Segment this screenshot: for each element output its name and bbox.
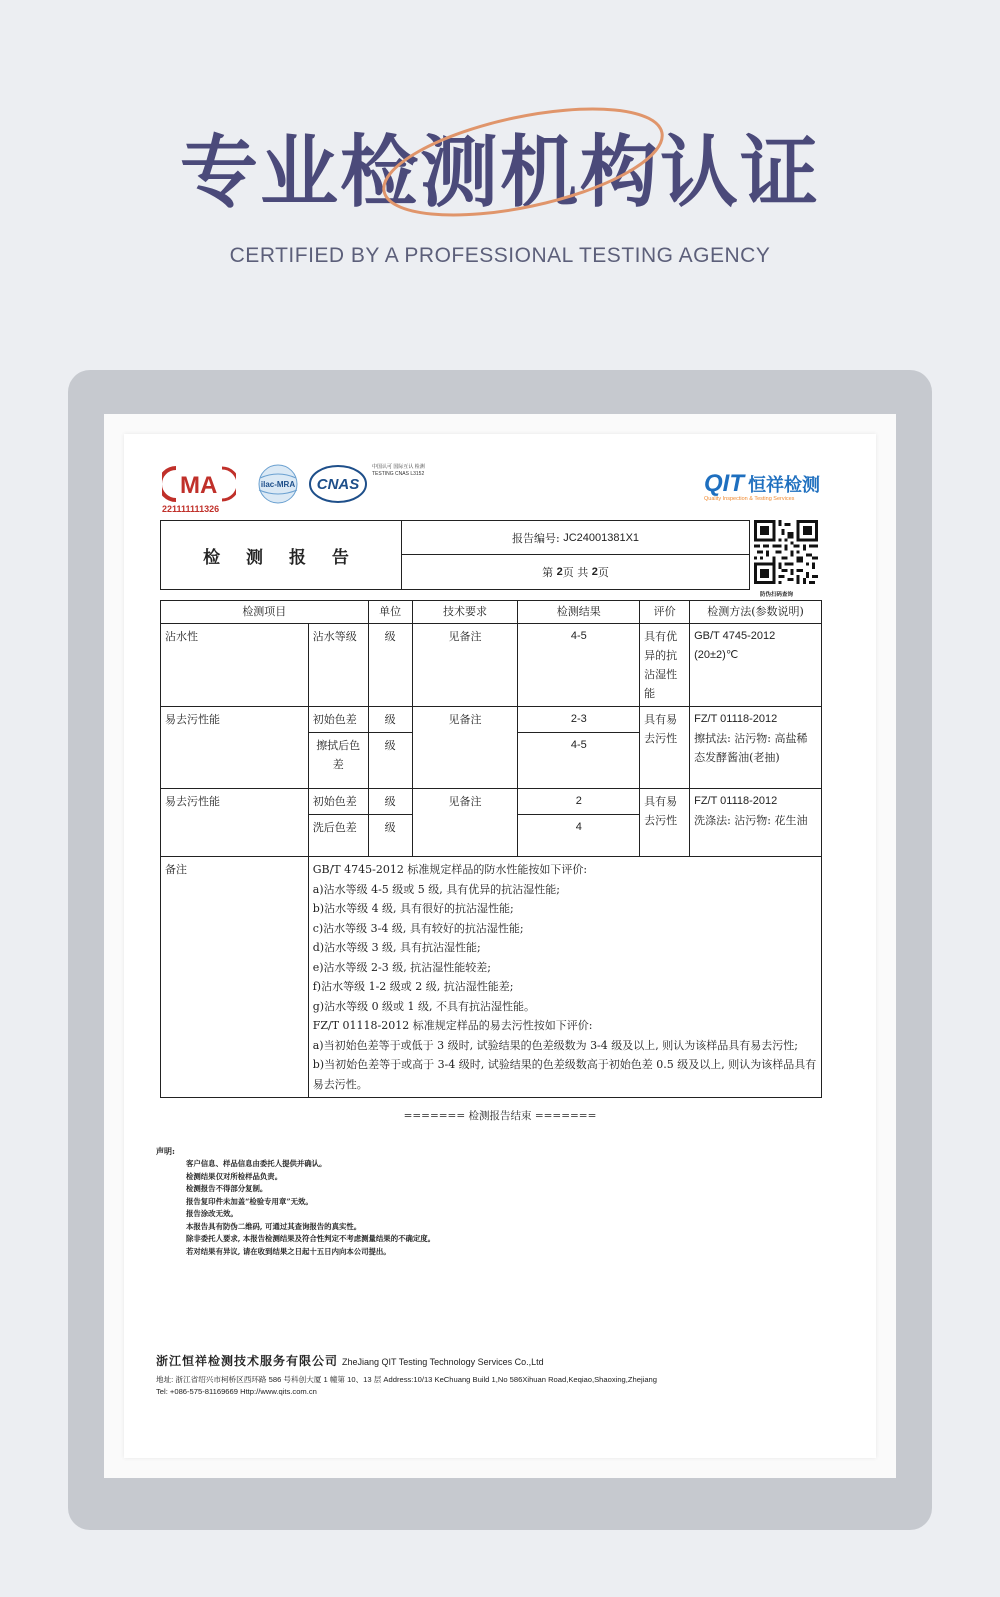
cnas-text: CNAS [316,476,360,493]
qit-mark: QIT [704,470,744,497]
ilac-text: ilac-MRA [260,480,296,489]
company-tel-web: Tel: +086-575-81169669 Http://www.qits.com.cn [156,1387,317,1396]
hero-title: 专业检测机构认证 [179,128,820,218]
statement-line: 检测报告不得部分复制。 [186,1184,268,1193]
statement-line: 本报告具有防伪二维码, 可通过其查询报告的真实性。 [186,1221,362,1231]
company-contact [156,1374,657,1398]
results-table [160,600,822,1098]
qr-caption: 防伪扫码查询 [760,592,794,598]
sub-item-cell: 擦拭后色差 [308,733,368,789]
sub-item-cell: 洗后色差 [308,815,368,857]
statement-line: 报告复印件未加盖“检验专用章”无效。 [186,1196,313,1206]
test-report [124,434,876,1458]
accent-ellipse [378,100,668,220]
item-cell: 易去污性能 [161,707,309,789]
notes-content [308,857,821,1098]
unit-cell: 级 [368,733,412,789]
header-result: 检测结果 [518,601,640,624]
requirement-cell: 见备注 [412,624,518,707]
unit-cell: 级 [368,815,412,857]
result-cell: 4-5 [518,624,640,707]
page-prefix: 第 [542,566,554,579]
notes-label: 备注 [161,857,309,1098]
evaluation-cell: 具有易去污性 [640,789,690,857]
note-line: f)沾水等级 1-2 级或 2 级, 抗沾湿性能差; [312,980,514,993]
qr-code-icon [754,520,818,584]
requirement-cell: 见备注 [412,789,518,857]
qit-tagline: Quality Inspection & Testing Services [704,496,795,502]
item-cell: 易去污性能 [161,789,309,857]
report-number: JC24001381X1 [563,531,640,544]
method-desc: 洗涤法: 沾污物: 花生油 [694,814,808,827]
note-line: b)沾水等级 4 级, 具有很好的抗沾湿性能; [312,902,514,915]
statement-line: 检测结果仅对所检样品负责。 [186,1171,283,1181]
result-cell: 4 [518,815,640,857]
table-row [161,707,822,733]
result-cell: 2 [518,789,640,815]
notes-row [161,857,822,1098]
page-suffix: 页 [597,566,609,579]
sub-item-cell: 沾水等级 [308,624,368,707]
qit-name: 恒祥检测 [748,475,820,495]
header-evaluation: 评价 [640,601,690,624]
note-line: b)当初始色差等于或高于 3-4 级时, 试验结果的色差级数高于初始色差 0.5 级及以上, 则认为该样品具有易去污性。 [312,1058,817,1091]
sub-item-cell: 初始色差 [308,707,368,733]
company-address: 地址: 浙江省绍兴市柯桥区西环路 586 号科创大厦 1 幢第 10、13 层 Address:10/13 KeChuang Build 1,No 586Xihuan Road,Keqiao,Shaoxing,Zhejiang [156,1375,657,1384]
statement-line: 报告涂改无效。 [186,1209,238,1218]
header-unit: 单位 [368,601,412,624]
note-line: GB/T 4745-2012 标准规定样品的防水性能按如下评价: [312,863,588,876]
method-cell [690,789,822,857]
method-desc: 擦拭法: 沾污物: 高盐稀态发酵酱油(老抽) [694,732,808,764]
evaluation-cell: 具有优异的抗沾湿性能 [640,624,690,707]
evaluation-cell: 具有易去污性 [640,707,690,789]
method-code: FZ/T 01118-2012 [694,713,778,725]
unit-cell: 级 [368,707,412,733]
statement-list [186,1158,435,1258]
unit-cell: 级 [368,624,412,707]
note-line: e)沾水等级 2-3 级, 抗沾湿性能较差; [312,960,491,974]
header-item: 检测项目 [161,601,369,624]
sub-item-cell: 初始色差 [308,789,368,815]
item-cell: 沾水性 [161,624,309,707]
note-line: FZ/T 01118-2012 标准规定样品的易去污性按如下评价: [312,1019,593,1032]
report-number-label: 报告编号: [511,531,560,545]
header-method: 检测方法(参数说明) [690,601,822,624]
note-line: d)沾水等级 3 级, 具有抗沾湿性能; [312,941,481,954]
company-name-cn: 浙江恒祥检测技术服务有限公司 [156,1354,339,1368]
note-line: c)沾水等级 3-4 级, 具有较好的抗沾湿性能; [312,921,524,935]
result-cell: 4-5 [518,733,640,789]
requirement-cell: 见备注 [412,707,518,789]
note-line: a)当初始色差等于或低于 3 级时, 试验结果的色差级数为 3-4 级及以上, 则认为该样品具有易去污性; [312,1038,798,1052]
method-code: FZ/T 01118-2012 [694,795,778,807]
cma-number: 221111111326 [162,504,220,514]
page-indicator [402,555,749,589]
cnas-logo-icon [308,464,368,504]
method-cell: GB/T 4745-2012 (20±2)℃ [690,624,822,707]
page-mid: 页 共 [562,566,589,579]
report-header-box [160,520,750,590]
report-number-row [402,521,749,555]
result-cell: 2-3 [518,707,640,733]
cma-logo-icon [162,464,236,504]
cnas-caption: 中国认可 国际互认 检测 TESTING CNAS L3152 [372,464,425,477]
table-header-row [161,601,822,624]
hero-subtitle: CERTIFIED BY A PROFESSIONAL TESTING AGENCY [229,244,771,267]
page-current: 2 [556,566,563,578]
table-row [161,624,822,707]
unit-cell: 级 [368,789,412,815]
statement-line: 除非委托人要求, 本报告检测结果及符合性判定不考虑测量结果的不确定度。 [186,1234,436,1243]
statement-line: 客户信息、样品信息由委托人提供并确认。 [186,1159,327,1168]
company-name [156,1352,544,1369]
report-title: 检 测 报 告 [161,521,402,589]
report-end-marker: ======= 检测报告结束 ======= [403,1110,597,1122]
note-line: a)沾水等级 4-5 级或 5 级, 具有优异的抗沾湿性能; [312,882,560,896]
table-row [161,789,822,815]
ma-logo-text: MA [180,472,218,499]
note-line: g)沾水等级 0 级或 1 级, 不具有抗沾湿性能。 [312,999,536,1013]
qit-logo [704,470,820,502]
statement-title: 声明: [156,1146,175,1156]
ilac-mra-logo-icon [254,464,302,504]
header-requirement: 技术要求 [412,601,518,624]
page-total: 2 [591,566,598,578]
company-name-en: ZheJiang QIT Testing Technology Services Co.,Ltd [342,1357,544,1367]
method-cell [690,707,822,789]
statement-line: 若对结果有异议, 请在收到结果之日起十五日内向本公司提出。 [186,1246,391,1256]
